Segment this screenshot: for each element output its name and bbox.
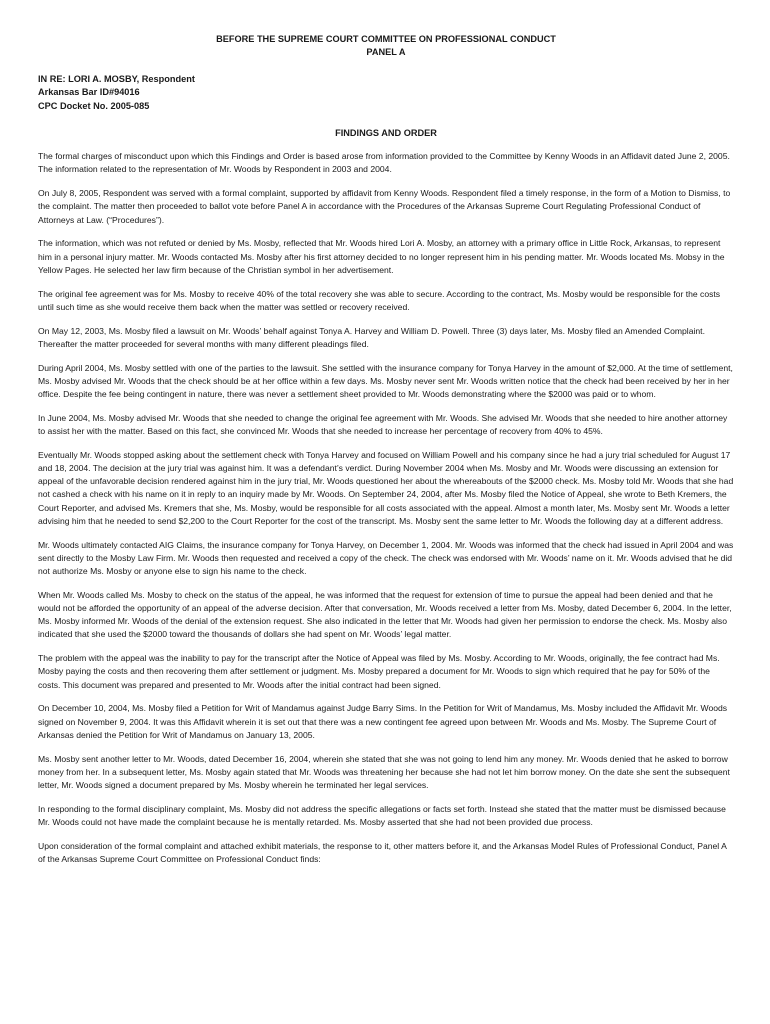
court-heading — [38, 33, 734, 59]
court-heading-line-1: BEFORE THE SUPREME COURT COMMITTEE ON PROFESSIONAL CONDUCT — [216, 34, 556, 44]
paragraph: The formal charges of misconduct upon which this Findings and Order is based arose from information provided to the Committee by Kenny Woods in an Affidavit dated June 2, 2005. The information related to the representation of Mr. Woods by Respondent in 2003 and 2004. — [38, 151, 730, 175]
paragraph: Upon consideration of the formal complaint and attached exhibit materials, the response to it, other matters before it, and the Arkansas Model Rules of Professional Conduct, Panel A of the Arkansas Supreme Court Committee on Professional Conduct finds: — [38, 840, 727, 865]
paragraph: The information, which was not refuted or denied by Ms. Mosby, reflected that Mr. Woods hired Lori A. Mosby, an attorney with a primary office in Little Rock, Arkansas, to represent him in a personal injury matter. Mr. Woods contacted Ms. Mosby after his first attorney decided to no longer represent him in his pending matter. Mr. Woods located Ms. Mobsy in the Yellow Pages. He selected her law firm because of the Christian symbol in her advertisement. — [38, 238, 725, 275]
caption-bar-id: Arkansas Bar ID#94016 — [38, 87, 140, 98]
case-caption — [38, 73, 734, 113]
paragraph: Ms. Mosby sent another letter to Mr. Woods, dated December 16, 2004, wherein she stated that she was not going to lend him any money. Mr. Woods denied that he asked to borrow money from her. In a subsequent letter, Ms. Mosby again stated that Mr. Woods was threatening her because she had not let him borrow money. On the date she sent the subsequent letter, Mr. Woods signed a document prepared by Ms. Mosby wherein he terminated her legal services. — [38, 753, 730, 791]
caption-respondent: IN RE: LORI A. MOSBY, Respondent — [38, 74, 195, 84]
paragraph: On December 10, 2004, Ms. Mosby filed a Petition for Writ of Mandamus against Judge Barry Sims. In the Petition for Writ of Mandamus, Ms. Mosby included the Affidavit Mr. Woods signed on November 9, 2004. It was this Affidavit wherein it is set out that there was a new contingent fee agreed upon between Mr. Woods and Ms. Mosby. The Supreme Court of Arkansas denied the Petition for Writ of Mandamus on January 13, 2005. — [38, 703, 728, 740]
paragraph: On May 12, 2003, Ms. Mosby filed a lawsuit on Mr. Woods’ behalf against Tonya A. Harvey and William D. Powell. Three (3) days later, Ms. Mosby filed an Amended Complaint. Thereafter the matter proceeded for several months with many different pleadings filed. — [38, 325, 705, 349]
paragraph: On July 8, 2005, Respondent was served with a formal complaint, supported by affidavit from Kenny Woods. Respondent filed a timely response, in the form of a Motion to Dismiss, to the complaint. The matter then proceeded to ballot vote before Panel A in accordance with the Procedures of the Arkansas Supreme Court Regulating Professional Conduct of Attorneys at Law. (“Procedures”). — [38, 188, 731, 225]
paragraph: During April 2004, Ms. Mosby settled with one of the parties to the lawsuit. She settled with the insurance company for Tonya Harvey in the amount of $2,000. At the time of settlement, Ms. Mosby advised Mr. Woods that the check should be at her office within a few days. Ms. Mosby never sent Mr. Woods written notice that the check had been received by her in her office. Despite the fee being contingent in nature, there was never a settlement sheet provided to Mr. Woods demonstrating where the $2000 was paid or to whom. — [38, 362, 733, 400]
paragraph: When Mr. Woods called Ms. Mosby to check on the status of the appeal, he was informed that the request for extension of time to pursue the appeal had been denied and that he would not be afforded the opportunity of an appeal of the adverse decision. After that conversation, Mr. Woods received a letter from Ms. Mosby, dated December 6, 2004. In the letter, Ms. Mosby informed Mr. Woods of the denial of the extension request. She also indicated in the letter that Mr. Woods had given her permission to endorse the check. Ms. Mosby also indicated that she used the $2000 toward the thousands of dollars she had spent on Mr. Woods’ legal matter. — [38, 589, 732, 640]
paragraph: The original fee agreement was for Ms. Mosby to receive 40% of the total recovery she was able to secure. According to the contract, Ms. Mosby would be responsible for the costs until such time as she would receive them back when the matter was settled or recovery received. — [38, 288, 721, 312]
paragraph: Eventually Mr. Woods stopped asking about the settlement check with Tonya Harvey and focused on William Powell and his company since he had a jury trial scheduled for August 17 and 18, 2004. The decision at the jury trial was against him. It was a defendant’s verdict. During November 2004 when Ms. Mosby and Mr. Woods were discussing an extension for appeal of the unfavorable decision rendered against him in the jury trial, Mr. Woods questioned her about the whereabouts of the $2000 check. Ms. Mosby told Mr. Woods that she had not cashed a check with his name on it in reply to an inquiry made by Mr. Woods. On September 24, 2004, after Ms. Mosby filed the Notice of Appeal, she wrote to Beth Kremers, the Court Reporter, and advised Ms. Kremers that she, Ms. Mosby, would be responsible for all costs associated with the appeal. Almost a month later, Ms. Mosby sent Mr. Woods a letter advising him that he needed to send $2,200 to the Court Reporter for the cost of the transcript. Ms. Mosby sent the same letter to Mr. Woods the following day at a different address. — [38, 449, 734, 526]
court-heading-line-2: PANEL A — [366, 47, 406, 57]
paragraph: The problem with the appeal was the inability to pay for the transcript after the Notice of Appeal was filed by Ms. Mosby. According to Mr. Woods, originally, the fee contract had Ms. Mosby paying the costs and then recovering them after settlement or judgment. Ms. Mosby prepared a document for Mr. Woods to sign which required that he pay for 50% of the costs. This document was prepared and presented to Mr. Woods after the initial contract had been signed. — [38, 653, 720, 690]
body-text — [38, 150, 734, 866]
caption-docket: CPC Docket No. 2005-085 — [38, 100, 150, 111]
section-title: FINDINGS AND ORDER — [335, 128, 437, 139]
paragraph: In June 2004, Ms. Mosby advised Mr. Woods that she needed to change the original fee agreement with Mr. Woods. She advised Mr. Woods that she needed to hire another attorney to assist her with the matter. Based on this fact, she convinced Mr. Woods that she needed to increase her percentage of recovery from 40% to 45%. — [38, 412, 728, 437]
paragraph: Mr. Woods ultimately contacted AIG Claims, the insurance company for Tonya Harvey, on December 1, 2004. Mr. Woods was informed that the check had issued in April 2004 and was sent directly to the Mosby Law Firm. Mr. Woods then requested and received a copy of the check. The check was endorsed with Mr. Woods’ name on it. Mr. Woods advised that he did not authorize Ms. Mosby or anyone else to sign his name to the check. — [38, 539, 734, 577]
paragraph: In responding to the formal disciplinary complaint, Ms. Mosby did not address the specific allegations or facts set forth. Instead she stated that the matter must be dismissed because Mr. Woods could not have made the complaint because he is mentally retarded. Ms. Mosby asserted that she had not been provided due process. — [38, 803, 726, 828]
